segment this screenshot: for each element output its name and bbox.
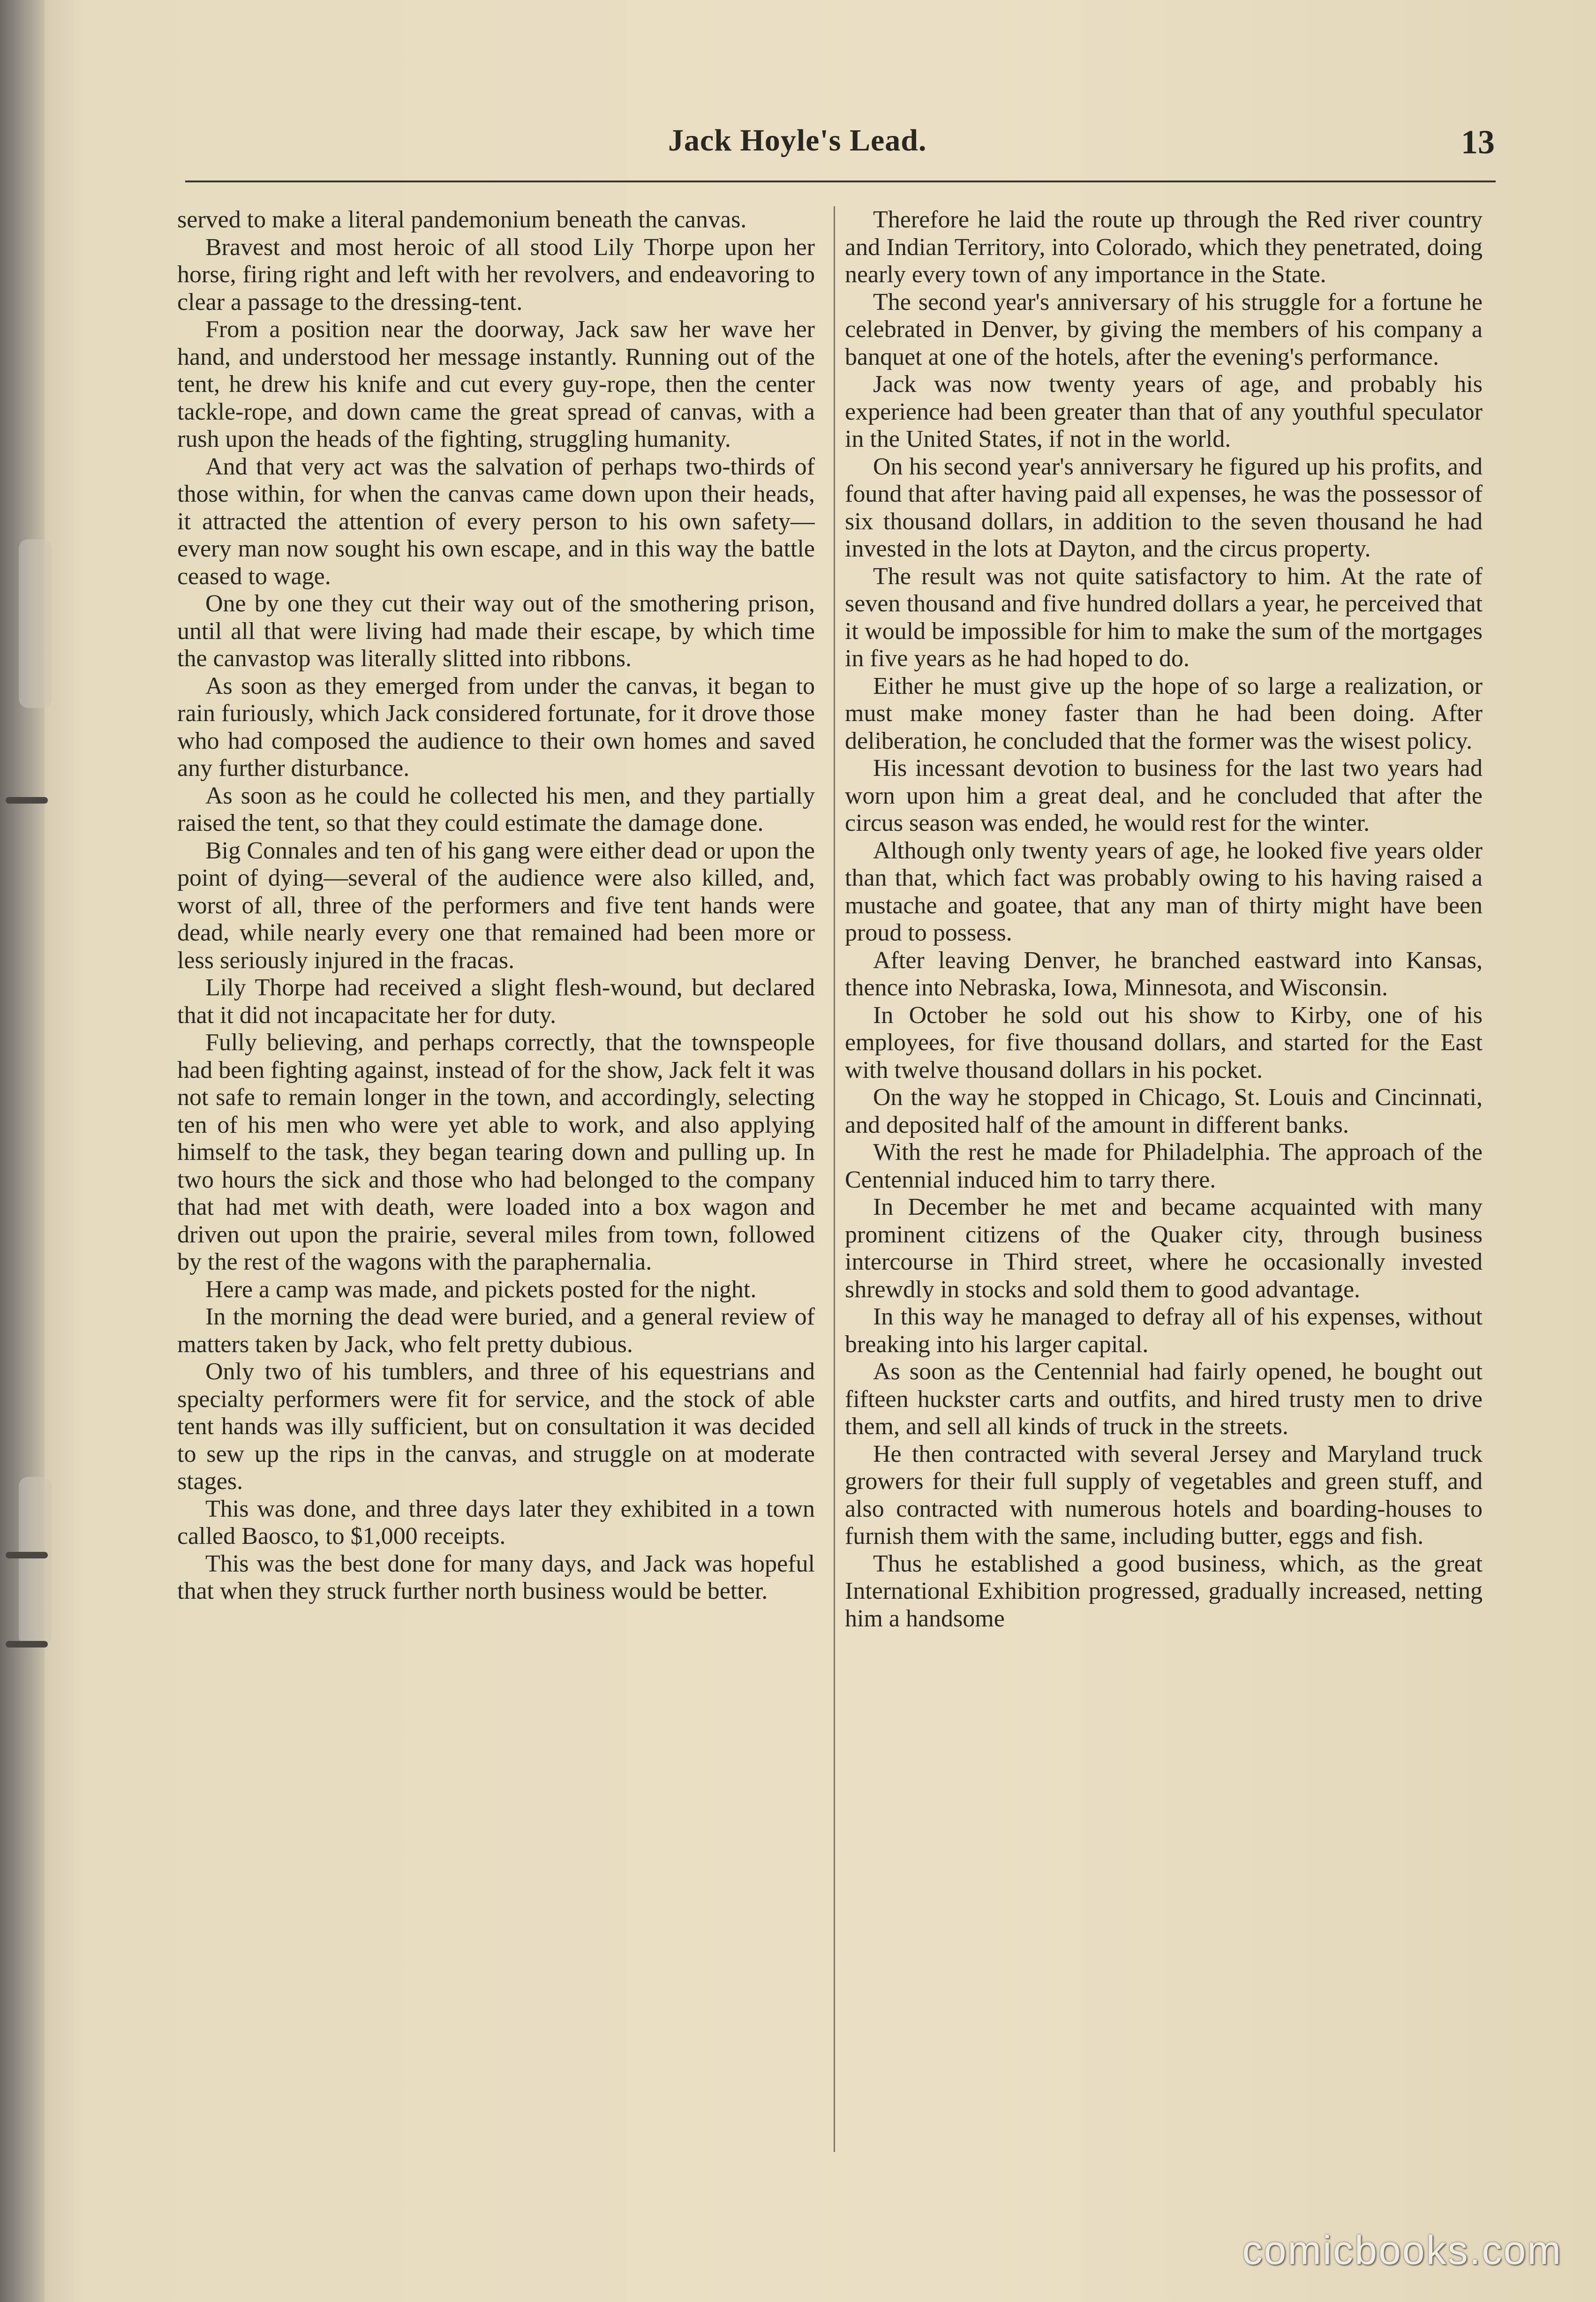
paragraph: Only two of his tumblers, and three of his equestrians and specialty performers were fit for service, and the stock of able tent hands was illy sufficient, but on consultation it was decided to sew up the rips in the canvas, and struggle on at moderate stages. (177, 1358, 815, 1495)
binding-staple (6, 1641, 48, 1648)
page-number: 13 (1461, 123, 1495, 161)
paragraph: On the way he stopped in Chicago, St. Louis and Cincinnati, and deposited half of the amount in different banks. (845, 1084, 1483, 1138)
paragraph: Thus he established a good business, which, as the great International Exhibition progressed, gradually increased, netting him a handsome (845, 1550, 1483, 1632)
paragraph: Although only twenty years of age, he looked five years older than that, which fact was probably owing to his having raised a mustache and goatee, that any man of thirty might have been proud to possess. (845, 837, 1483, 946)
paragraph: In October he sold out his show to Kirby, one of his employees, for five thousand dollars, and started for the East with twelve thousand dollars in his pocket. (845, 1001, 1483, 1083)
paragraph: In the morning the dead were buried, and a general review of matters taken by Jack, who felt pretty dubious. (177, 1303, 815, 1358)
header-rule (185, 181, 1496, 182)
paragraph: With the rest he made for Philadelphia. The approach of the Centennial induced him to tarry there. (845, 1139, 1483, 1193)
paragraph: This was done, and three days later they exhibited in a town called Baosco, to $1,000 receipts. (177, 1495, 815, 1550)
paragraph: As soon as they emerged from under the canvas, it began to rain furiously, which Jack considered fortunate, for it drove those who had composed the audience to their own homes and saved any further disturbance. (177, 672, 815, 782)
right-column (845, 206, 1483, 2166)
left-column (177, 206, 815, 2166)
paragraph: Bravest and most heroic of all stood Lily Thorpe upon her horse, firing right and left with her revolvers, and endeavoring to clear a passage to the dressing-tent. (177, 233, 815, 316)
paragraph: served to make a literal pandemonium beneath the canvas. (177, 206, 747, 233)
paragraph: In December he met and became acquainted with many prominent citizens of the Quaker city, through business intercourse in Third street, where he occasionally invested shrewdly in stocks and sold them to good advantage. (845, 1194, 1483, 1303)
binding-staple (6, 797, 48, 804)
paragraph: As soon as he could he collected his men, and they partially raised the tent, so that they could estimate the damage done. (177, 782, 815, 836)
book-spine (0, 0, 45, 2302)
paragraph: Fully believing, and perhaps correctly, that the townspeople had been fighting against, instead of for the show, Jack felt it was not safe to remain longer in the town, and accordingly, selecting ten of his men who were yet able to work, and also applying himself to the task, they began tearing down and pulling up. In two hours the sick and those who had belonged to the company that had met with death, were loaded into a box wagon and driven out upon the prairie, several miles from town, followed by the rest of the wagons with the paraphernalia. (177, 1029, 815, 1275)
spine-wear (19, 539, 52, 708)
paragraph: Either he must give up the hope of so large a realization, or must make money faster than he had been doing. After deliberation, he concluded that the former was the wisest policy. (845, 672, 1483, 754)
paragraph: The result was not quite satisfactory to him. At the rate of seven thousand and five hundred dollars a year, he perceived that it would be impossible for him to make the sum of the mortgages in five years as he had hoped to do. (845, 563, 1483, 672)
paragraph: As soon as the Centennial had fairly opened, he bought out fifteen huckster carts and outfits, and hired trusty men to drive them, and sell all kinds of truck in the streets. (845, 1358, 1483, 1440)
paragraph: Therefore he laid the route up through the Red river country and Indian Territory, into Colorado, which they penetrated, doing nearly every town of any importance in the State. (845, 206, 1483, 288)
watermark: comicbooks.com (1242, 2228, 1562, 2273)
binding-staple (6, 1552, 48, 1558)
paragraph: The second year's anniversary of his struggle for a fortune he celebrated in Denver, by giving the members of his company a banquet at one of the hotels, after the evening's performance. (845, 288, 1483, 370)
paragraph: In this way he managed to defray all of his expenses, without breaking into his larger capital. (845, 1303, 1483, 1358)
paragraph: And that very act was the salvation of perhaps two-thirds of those within, for when the canvas came down upon their heads, it attracted the attention of every person to his own safety—every man now sought his own escape, and in this way the battle ceased to wage. (177, 453, 815, 590)
paragraph: Here a camp was made, and pickets posted for the night. (205, 1276, 757, 1303)
running-title: Jack Hoyle's Lead. (668, 123, 927, 158)
paragraph: On his second year's anniversary he figured up his profits, and found that after having paid all expenses, he was the possessor of six thousand dollars, in addition to the seven thousand he had invested in the lots at Dayton, and the circus property. (845, 453, 1483, 562)
paragraph: Big Connales and ten of his gang were either dead or upon the point of dying—several of the audience were also killed, and, worst of all, three of the performers and five tent hands were dead, while nearly every one that remained had been more or less seriously injured in the fracas. (177, 837, 815, 974)
paragraph: After leaving Denver, he branched eastward into Kansas, thence into Nebraska, Iowa, Minnesota, and Wisconsin. (845, 947, 1483, 1001)
paragraph: From a position near the doorway, Jack saw her wave her hand, and understood her message instantly. Running out of the tent, he drew his knife and cut every guy-rope, then the center tackle-rope, and down came the great spread of canvas, with a rush upon the heads of the fighting, struggling humanity. (177, 316, 815, 452)
paragraph: His incessant devotion to business for the last two years had worn upon him a great deal, and he concluded that after the circus season was ended, he would rest for the winter. (845, 755, 1483, 836)
column-divider (834, 206, 835, 2152)
spine-wear (19, 1477, 52, 1646)
paragraph: This was the best done for many days, and Jack was hopeful that when they struck further north business would be better. (177, 1550, 815, 1604)
paragraph: He then contracted with several Jersey and Maryland truck growers for their full supply of vegetables and green stuff, and also contracted with numerous hotels and boarding-houses to furnish them with the same, including butter, eggs and fish. (845, 1440, 1483, 1550)
paragraph: Jack was now twenty years of age, and probably his experience had been greater than that of any youthful speculator in the United States, if not in the world. (845, 371, 1483, 452)
paragraph: One by one they cut their way out of the smothering prison, until all that were living had made their escape, by which time the canvastop was literally slitted into ribbons. (177, 590, 815, 672)
paragraph: Lily Thorpe had received a slight flesh-wound, but declared that it did not incapacitate her for duty. (177, 974, 815, 1029)
page-header (188, 123, 1500, 170)
